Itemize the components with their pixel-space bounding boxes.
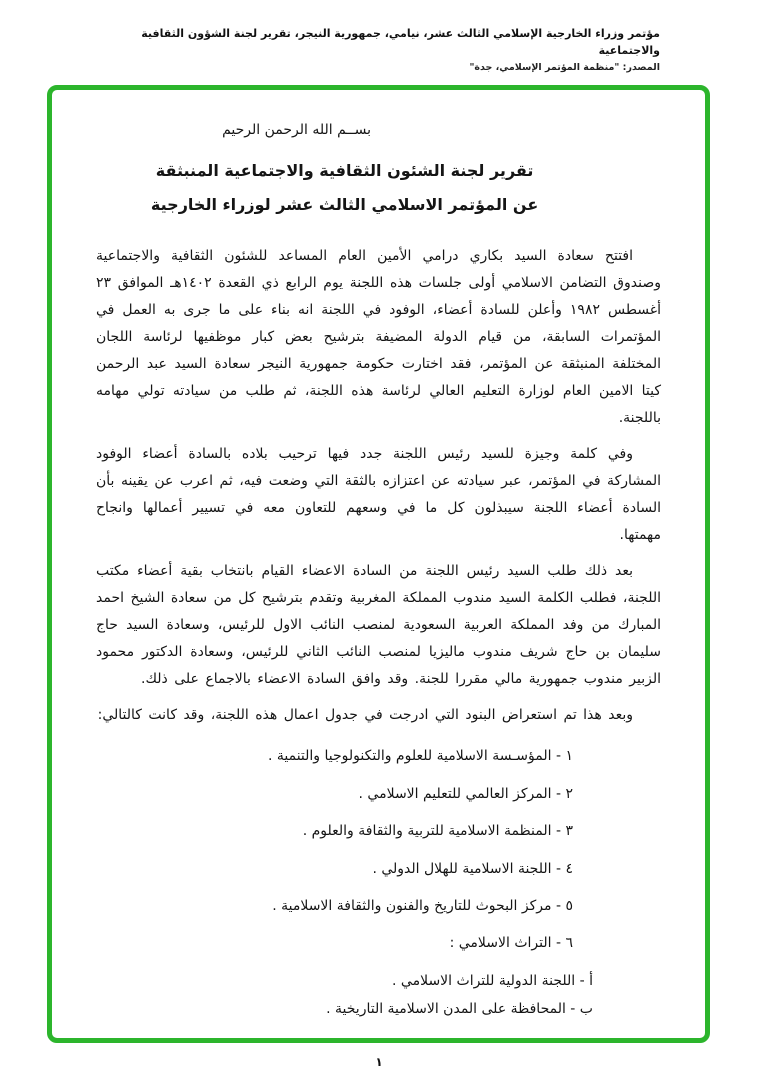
agenda-sub-item-b: ب - المحافظة على المدن الاسلامية التاريخية . — [326, 1001, 593, 1018]
scanned-document — [52, 90, 705, 1021]
agenda-item-3: ٣ - المنظمة الاسلامية للتربية والثقافة والعلوم . — [302, 823, 573, 840]
paragraph-elections: بعد ذلك طلب السيد رئيس اللجنة من السادة الاعضاء القيام بانتخاب بقية أعضاء مكتب اللجنة، فطلب الكلمة السيد مندوب المملكة المغربية وتقدم بترشيح كل من سعادة الشيخ احمد المبارك من وفد المملكة العربية السعودية لمنصب النائب الاول للرئيس، وسعادة السيد حاج سليمان بن حاج شريف مندوب ماليزيا لمنصب النائب الثاني للرئيس، وسعادة الدكتور محمود الزبير مندوب جمهورية مالي مقررا للجنة. وقد وافق السادة الاعضاء بالاجماع على ذلك. — [96, 563, 661, 688]
agenda-sub-item-a: أ - اللجنة الدولية للتراث الاسلامي . — [392, 972, 593, 989]
agenda-item-6: ٦ - التراث الاسلامي : — [449, 935, 573, 952]
agenda-item-1: ١ - المؤسـسة الاسلامية للعلوم والتكنولوجيا والتنمية . — [267, 748, 573, 765]
page-number: ١ — [375, 1055, 383, 1069]
document-title — [141, 154, 548, 221]
paragraph-opening: افتتح سعادة السيد بكاري درامي الأمين العام المساعد للشئون الثقافية والاجتماعية وصندوق التضامن الاسلامي أولى جلسات هذه اللجنة يوم الرابع ذي القعدة ١٤٠٢هـ الموافق ٢٣ أغسطس ١٩٨٢ وأعلن للسادة أعضاء، الوفود في اللجنة انه بناء على ما جرى به العمل في المؤتمرات السابقة، من قيام الدولة المضيفة بترشيح بعض كبار موظفيها لرئاسة اللجان المختلفة المنبثقة عن المؤتمر، فقد اختارت حكومة جمهورية النيجر سعادة السيد عبد الرحمن كيتا الامين العام لوزارة التعليم العالي لرئاسة هذه اللجنة، ثم طلب من سيادته تولي مهامه باللجنة. — [96, 248, 662, 427]
header-title: مؤتمر وزراء الخارجية الإسلامي الثالث عشر، نيامي، جمهورية النيجر، تقرير لجنة الشؤون الثقافية والاجتماعية — [141, 27, 660, 57]
agenda-item-4: ٤ - اللجنة الاسلامية للهلال الدولي . — [372, 860, 573, 877]
agenda-item-2: ٢ - المركز العالمي للتعليم الاسلامي . — [358, 785, 573, 802]
page-footer — [0, 1051, 758, 1070]
paragraph-chairman-speech: وفي كلمة وجيزة للسيد رئيس اللجنة جدد فيها ترحيب بلاده بالسادة أعضاء الوفود المشاركة في المؤتمر، عبر سيادته عن اعتزازه بالثقة التي وضعت فيه، ثم اعرب عن يقينه بأن السادة أعضاء اللجنة سيبذلون كل ما في وسعهم للتعاون معه في تسيير أعمالها وانجاح مهمتها. — [96, 446, 661, 544]
basmala-text: بســم الله الرحمن الرحيم — [222, 122, 372, 138]
doc-title-line2: عن المؤتمر الاسلامي الثالث عشر لوزراء الخارجية — [150, 194, 539, 214]
agenda-list — [96, 745, 661, 1020]
paragraph-agenda-intro: وبعد هذا تم استعراض البنود التي ادرجت في جدول اعمال هذه اللجنة، وقد كانت كالتالي: — [97, 707, 633, 724]
agenda-item-5: ٥ - مركز البحوث للتاريخ والفنون والثقافة الاسلامية . — [272, 898, 573, 915]
document-header — [0, 0, 758, 73]
doc-title-line1: تقرير لجنة الشئون الثقافية والاجتماعية المنبثقة — [155, 161, 534, 180]
header-source: المصدر: "منظمة المؤتمر الإسلامي، جدة" — [469, 62, 660, 73]
scan-border-frame — [47, 85, 710, 1043]
